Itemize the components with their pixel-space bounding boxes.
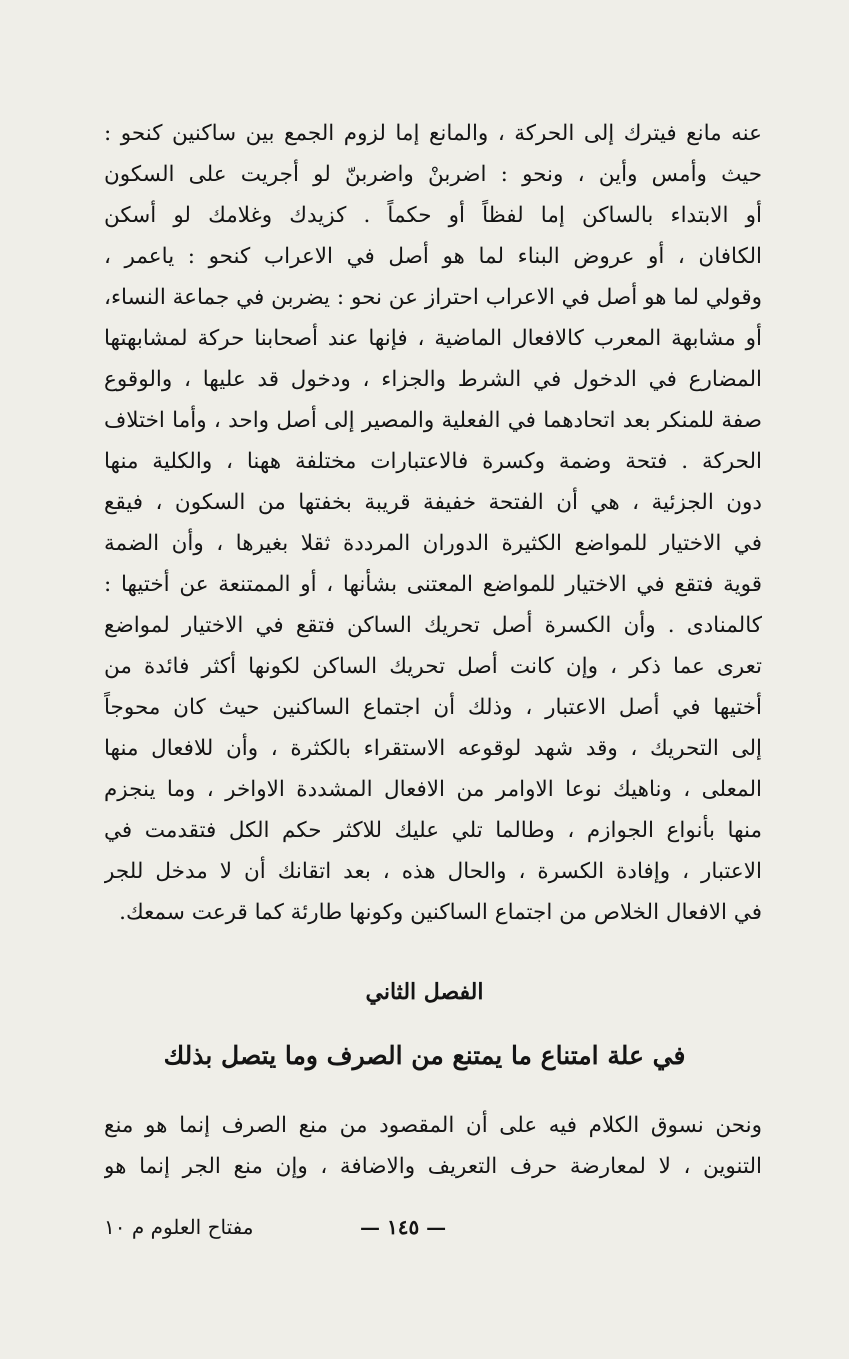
text-line: الحركة . فتحة وضمة وكسرة فالاعتبارات مختلفة ههنا ، والكلية منها bbox=[104, 449, 762, 474]
text-line: التنوين ، لا لمعارضة حرف التعريف والاضافة ، وإن منع الجر إنما هو bbox=[104, 1154, 762, 1179]
text-line: منها بأنواع الجوازم ، وطالما تلي عليك للاكثر حكم الكل فتقدمت في bbox=[104, 818, 762, 843]
text-line: قوية فتقع في الاختيار للمواضع المعتنى بشأنها ، أو الممتنعة عن أختيها : bbox=[104, 572, 762, 597]
text-line: في الافعال الخلاص من اجتماع الساكنين وكونها طارئة كما قرعت سمعك. bbox=[119, 900, 762, 925]
text-line: تعرى عما ذكر ، وإن كانت أصل تحريك الساكن لكونها أكثر فائدة من bbox=[104, 654, 762, 679]
text-line: الاعتبار ، وإفادة الكسرة ، والحال هذه ، بعد اتقانك أن لا مدخل للجر bbox=[104, 859, 762, 884]
second-paragraph bbox=[104, 1105, 762, 1187]
text-line: أختيها في أصل الاعتبار ، وذلك أن اجتماع الساكنين حيث كان محوجاً bbox=[104, 695, 762, 720]
text-line: كالمنادى . وأن الكسرة أصل تحريك الساكن فتقع في الاختيار لمواضع bbox=[104, 613, 762, 638]
section-subheading: في علة امتناع ما يمتنع من الصرف وما يتصل بذلك bbox=[163, 1041, 686, 1070]
text-line: دون الجزئية ، هي أن الفتحة خفيفة قريبة بخفتها من السكون ، فيقع bbox=[104, 490, 762, 515]
text-line: في الاختيار للمواضع الكثيرة الدوران المرددة ثقلا بغيرها ، وأن الضمة bbox=[104, 531, 762, 556]
text-line: أو الابتداء بالساكن إما لفظاً أو حكماً . كزيدك وغلامك لو أسكن bbox=[104, 203, 762, 228]
section-heading: الفصل الثاني bbox=[365, 979, 484, 1005]
page-footer bbox=[104, 1207, 762, 1247]
text-line: صفة للمنكر بعد اتحادهما في الفعلية والمصير إلى أصل واحد ، وأما اختلاف bbox=[104, 408, 762, 433]
text-line: وقولي لما هو أصل في الاعراب احتراز عن نحو : يضربن في جماعة النساء، bbox=[104, 285, 762, 310]
text-line: عنه مانع فيترك إلى الحركة ، والمانع إما لزوم الجمع بين ساكنين كنحو : bbox=[104, 121, 762, 146]
text-line: حيث وأمس وأين ، ونحو : اضربنْ واضربنّ لو أجريت على السكون bbox=[104, 162, 762, 187]
text-line: أو مشابهة المعرب كالافعال الماضية ، فإنها عند أصحابنا حركة لمشابهتها bbox=[104, 326, 762, 351]
text-line: المعلى ، وناهيك نوعا الاوامر من الافعال المشددة الاواخر ، وما ينجزم bbox=[104, 777, 762, 802]
book-reference: مفتاح العلوم م ١٠ bbox=[104, 1215, 254, 1239]
text-line: إلى التحريك ، وقد شهد لوقوعه الاستقراء بالكثرة ، وأن للافعال منها bbox=[104, 736, 762, 761]
text-line: الكافان ، أو عروض البناء لما هو أصل في الاعراب كنحو : ياعمر ، bbox=[104, 244, 762, 269]
text-line: المضارع في الدخول في الشرط والجزاء ، ودخول قد عليها ، والوقوع bbox=[104, 367, 762, 392]
text-line: ونحن نسوق الكلام فيه على أن المقصود من منع الصرف إنما هو منع bbox=[104, 1113, 762, 1138]
body-paragraph bbox=[104, 113, 762, 933]
page-number: — ١٤٥ — bbox=[360, 1215, 447, 1239]
